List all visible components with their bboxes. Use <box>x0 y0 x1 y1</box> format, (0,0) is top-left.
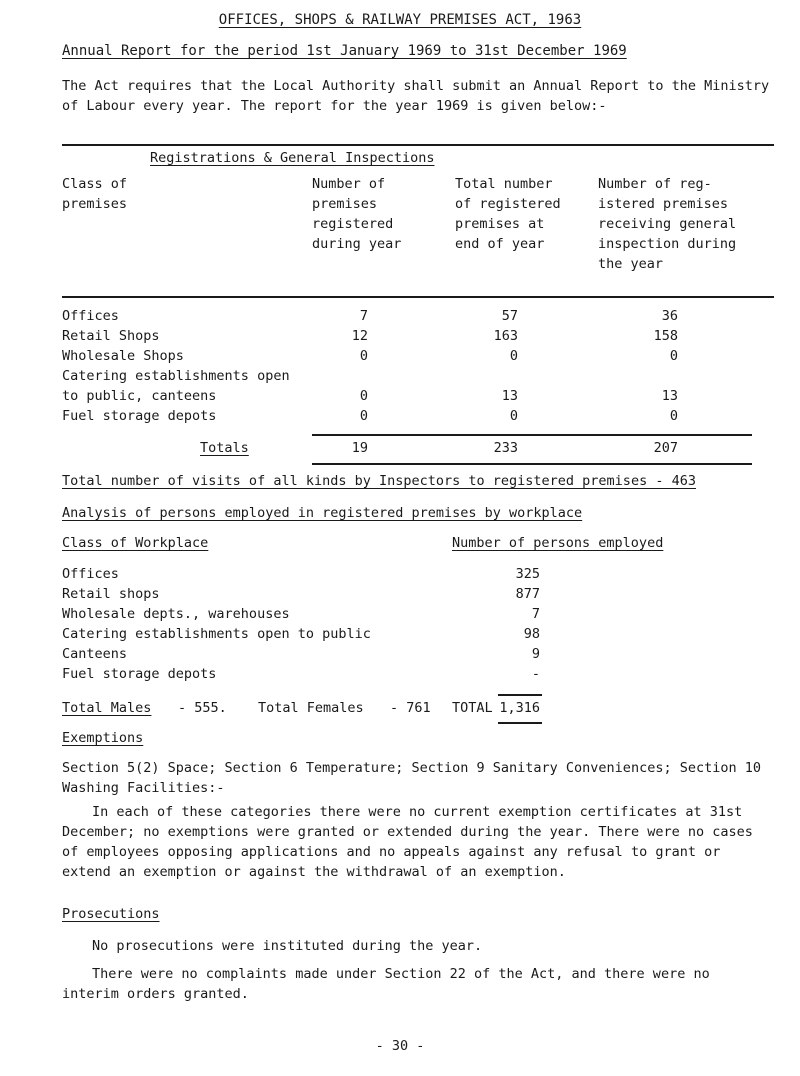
visits-total: Total number of visits of all kinds by Inspectors to registered premises - 463 <box>62 473 696 489</box>
cell-inspected: 0 <box>669 408 678 424</box>
workplace-label: Offices <box>62 566 119 582</box>
cell-inspected: 13 <box>661 388 678 404</box>
workplace-label: Fuel storage depots <box>62 666 217 682</box>
row-label: Offices <box>62 308 119 324</box>
totals-registered: 19 <box>351 440 368 456</box>
row-label: Wholesale Shops <box>62 348 184 364</box>
exemptions-sections: Section 5(2) Space; Section 6 Temperature; Section 9 Sanitary Conveniences; Section 10 Washing Facilities:- <box>62 760 761 796</box>
workplace-value: 7 <box>531 606 540 622</box>
analysis-total-bottom-rule <box>498 722 542 724</box>
workplace-value: 98 <box>523 626 540 642</box>
prosecutions-line2: There were no complaints made under Section 22 of the Act, and there were no interim orders granted. <box>62 966 710 1002</box>
totals-inspected: 207 <box>653 440 678 456</box>
prosecutions-heading: Prosecutions <box>62 906 160 922</box>
males-label: Total Males <box>62 700 152 716</box>
cell-inspected: 158 <box>653 328 678 344</box>
analysis-total-rule <box>498 694 542 696</box>
exemptions-body: In each of these categories there were no current exemption certificates at 31st December; no exemptions were granted or extended during the year. There were no cases of employees opposing applications and no appeals against any refusal to grant or extend an exemption or against the withdrawal of an exemption. <box>62 804 753 880</box>
workplace-label: Wholesale depts., warehouses <box>62 606 290 622</box>
prosecutions-line1: No prosecutions were instituted during the year. <box>92 938 483 954</box>
col-class-of-premises: Class of premises <box>62 176 128 212</box>
col-persons-employed: Number of persons employed <box>452 535 664 551</box>
report-period: Annual Report for the period 1st January 1969 to 31st December 1969 <box>62 43 627 59</box>
row-label-continued: to public, canteens <box>62 388 217 404</box>
cell-total: 0 <box>509 408 518 424</box>
col-total-registered: Total number of registered premises at end of year <box>455 176 561 252</box>
cell-inspected: 0 <box>669 348 678 364</box>
workplace-label: Retail shops <box>62 586 160 602</box>
totals-rule <box>312 434 752 436</box>
workplace-label: Catering establishments open to public <box>62 626 371 642</box>
totals-label: Totals <box>200 440 249 456</box>
analysis-heading: Analysis of persons employed in registered premises by workplace <box>62 505 583 521</box>
males-value: - 555. <box>178 700 227 716</box>
row-label: Retail Shops <box>62 328 160 344</box>
cell-registered: 0 <box>359 348 368 364</box>
exemptions-heading: Exemptions <box>62 730 144 746</box>
section-divider <box>62 144 774 146</box>
totals-bottom-rule <box>312 463 752 465</box>
grand-total-value: 1,316 <box>499 700 540 716</box>
cell-total: 57 <box>501 308 518 324</box>
cell-registered: 0 <box>359 388 368 404</box>
page-number: - 30 - <box>375 1038 425 1054</box>
col-registered-during-year: Number of premises registered during year <box>312 176 402 252</box>
cell-total: 163 <box>493 328 518 344</box>
cell-registered: 7 <box>359 308 368 324</box>
workplace-value: - <box>531 666 540 682</box>
females-value: - 761 <box>390 700 431 716</box>
page-title: OFFICES, SHOPS & RAILWAY PREMISES ACT, 1963 <box>218 12 582 28</box>
workplace-value: 325 <box>515 566 540 582</box>
col-class-of-workplace: Class of Workplace <box>62 535 209 551</box>
workplace-label: Canteens <box>62 646 128 662</box>
workplace-value: 9 <box>531 646 540 662</box>
workplace-value: 877 <box>515 586 540 602</box>
totals-total: 233 <box>493 440 518 456</box>
cell-registered: 12 <box>351 328 368 344</box>
cell-total: 0 <box>509 348 518 364</box>
cell-total: 13 <box>501 388 518 404</box>
col-receiving-inspection: Number of reg- istered premises receiving general inspection during the year <box>598 176 737 272</box>
intro-paragraph: The Act requires that the Local Authority shall submit an Annual Report to the Ministry of Labour every year. The report for the year 1969 is given below:- <box>62 78 770 114</box>
grand-total-label: TOTAL <box>452 700 493 716</box>
cell-inspected: 36 <box>661 308 678 324</box>
registrations-heading: Registrations & General Inspections <box>150 150 435 166</box>
row-label: Catering establishments open <box>62 368 290 384</box>
females-label: Total Females <box>258 700 364 716</box>
table-header-rule <box>62 296 774 298</box>
cell-registered: 0 <box>359 408 368 424</box>
row-label: Fuel storage depots <box>62 408 217 424</box>
